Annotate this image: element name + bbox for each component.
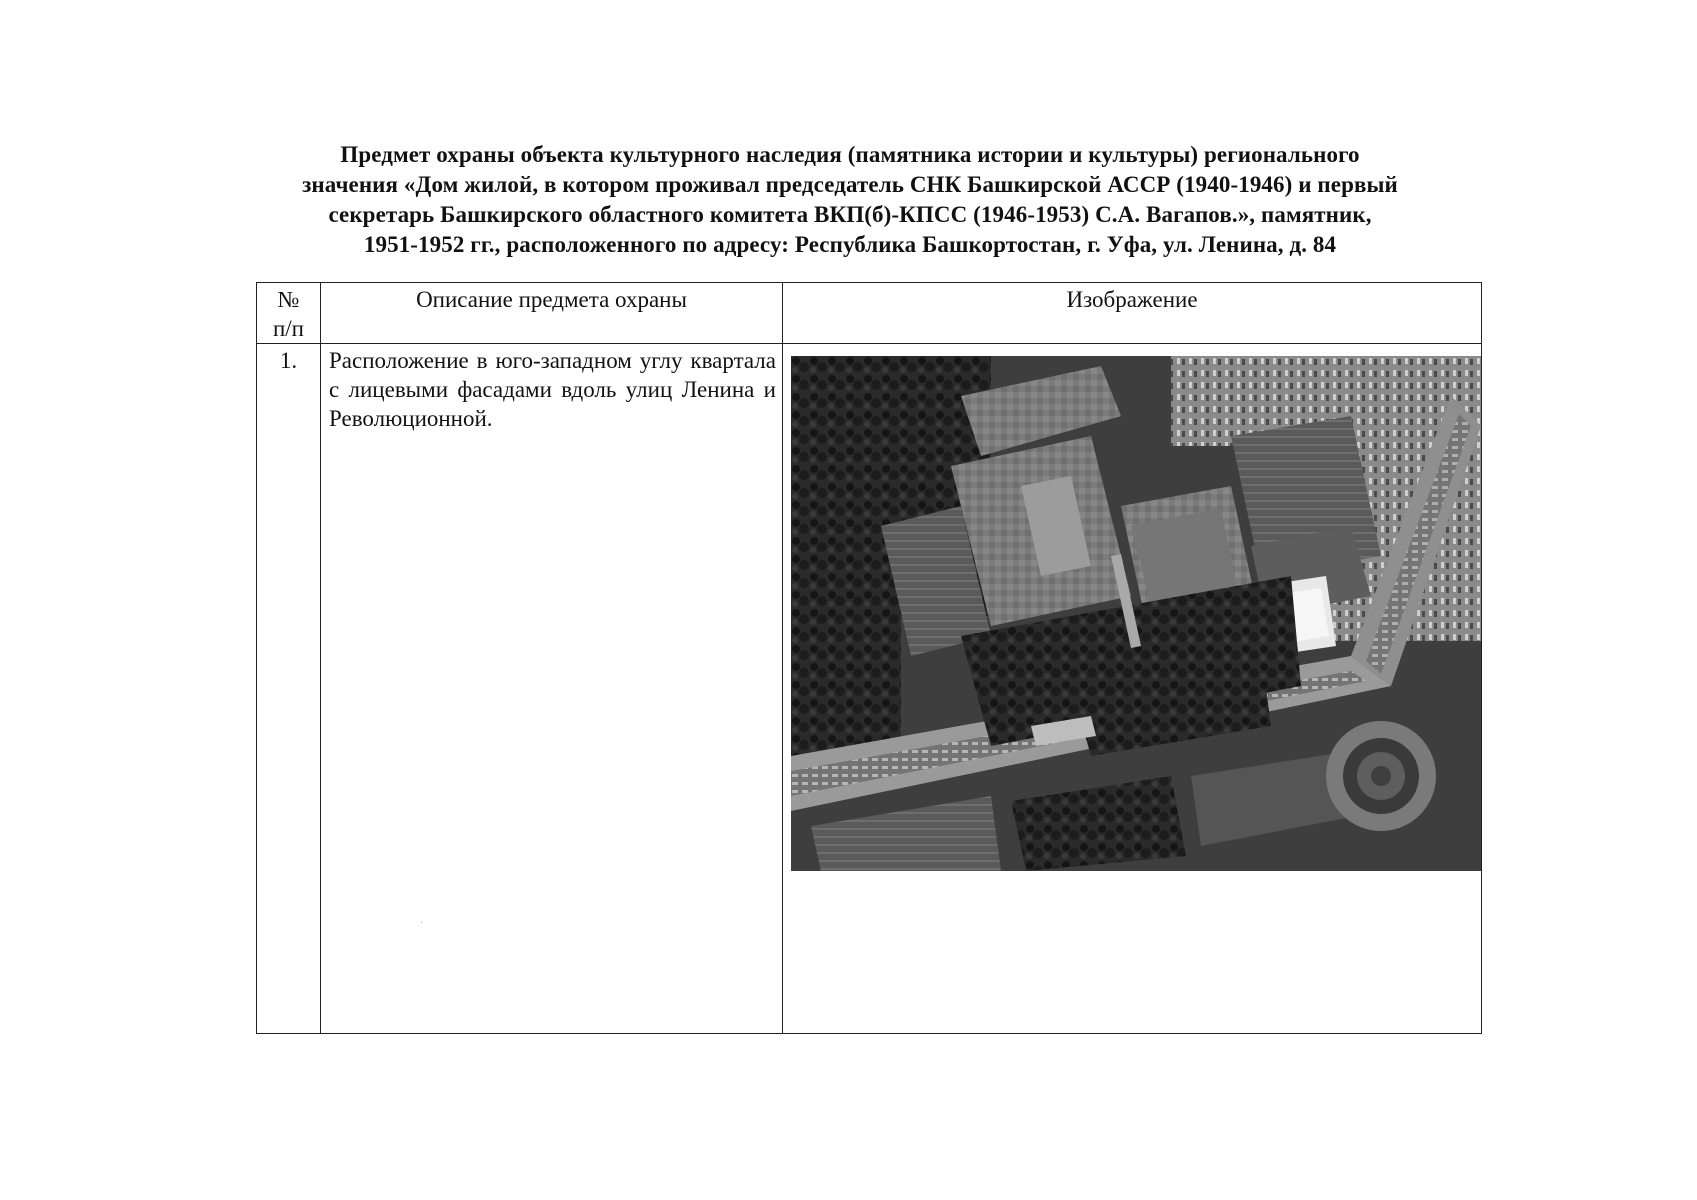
header-number-line2: п/п xyxy=(272,316,304,341)
header-number-line1: № xyxy=(277,287,300,312)
row-number: 1. xyxy=(257,344,321,1034)
header-description: Описание предмета охраны xyxy=(321,283,783,344)
row-image-cell xyxy=(783,344,1482,1034)
document-title xyxy=(250,140,1450,260)
table-header-row xyxy=(257,283,1482,344)
table-row xyxy=(257,344,1482,1034)
protection-subject-table xyxy=(256,282,1482,1034)
title-line: Предмет охраны объекта культурного наследия (памятника истории и культуры) регионального xyxy=(340,142,1360,167)
title-line: значения «Дом жилой, в котором проживал председатель СНК Башкирской АССР (1940-1946) и первый xyxy=(302,172,1398,197)
header-image: Изображение xyxy=(783,283,1482,344)
row-description: Расположение в юго-западном углу квартала с лицевыми фасадами вдоль улиц Ленина и Революционной. xyxy=(321,344,783,1034)
header-number xyxy=(257,283,321,344)
title-line: 1951-1952 гг., расположенного по адресу: Республика Башкортостан, г. Уфа, ул. Ленина, д. 84 xyxy=(363,232,1337,257)
title-line: секретарь Башкирского областного комитета ВКП(б)-КПСС (1946-1953) С.А. Вагапов.», памятник, xyxy=(328,202,1372,227)
aerial-photo xyxy=(791,356,1481,871)
scan-speck: · xyxy=(420,918,424,929)
